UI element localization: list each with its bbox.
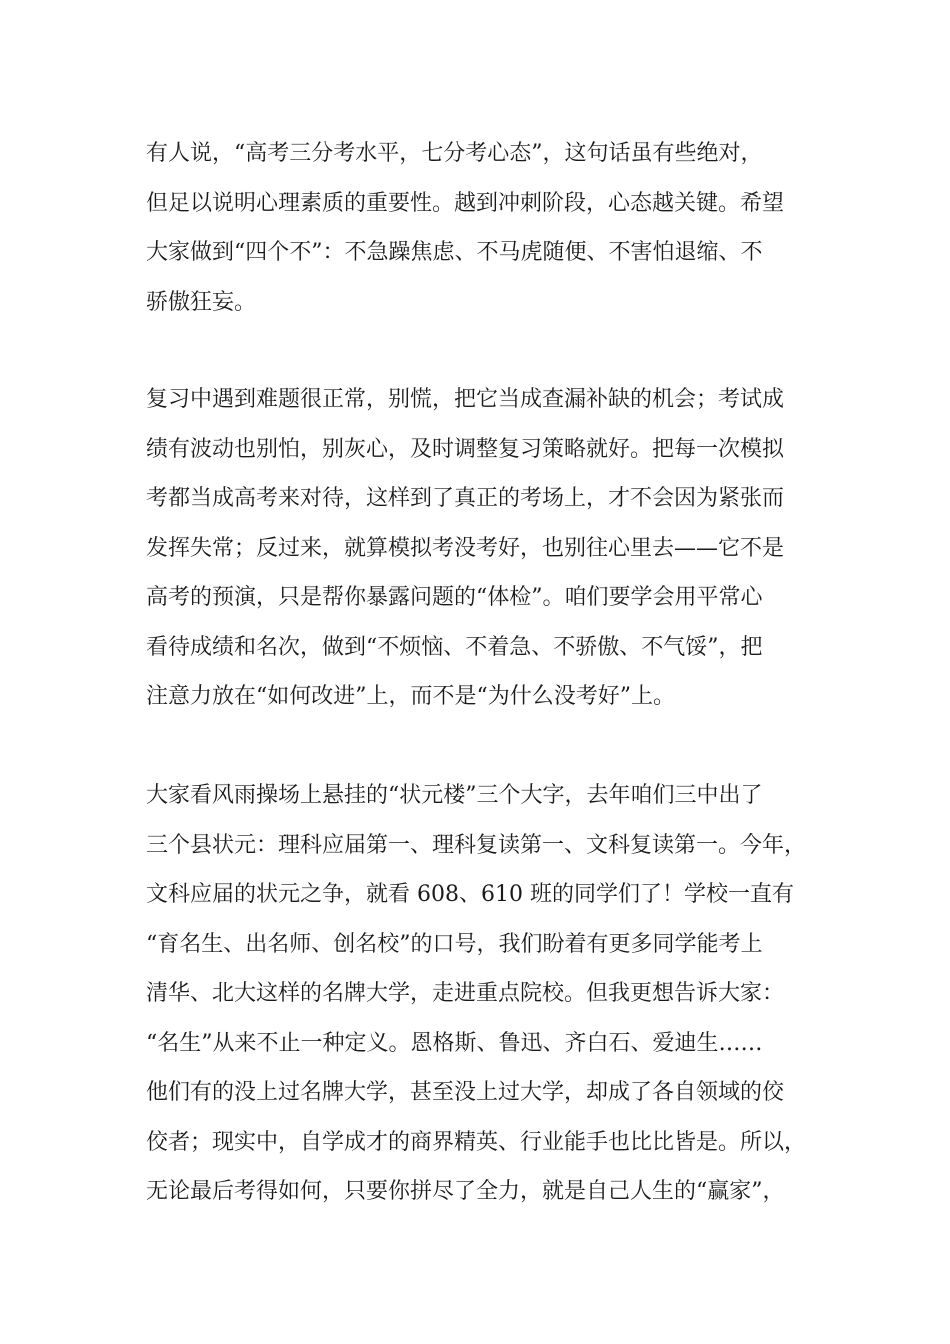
- text-line: 大家看风雨操场上悬挂的“状元楼”三个大字，去年咱们三中出了: [146, 783, 763, 808]
- paragraph-3: [146, 771, 826, 1217]
- text-line: 注意力放在“如何改进”上，而不是“为什么没考好”上。: [146, 684, 675, 709]
- text-line: 文科应届的状元之争，就看 608、610 班的同学们了！学校一直有: [146, 882, 794, 907]
- text-line: 但足以说明心理素质的重要性。越到冲刺阶段，心态越关键。希望: [146, 190, 785, 216]
- text-line: “育名生、出名师、创名校”的口号，我们盼着有更多同学能考上: [146, 931, 763, 957]
- text-line: 有人说，“高考三分考水平，七分考心态”，这句话虽有些绝对，: [146, 141, 763, 166]
- text-line: 发挥失常；反过来，就算模拟考没考好，也别往心里去——它不是: [146, 535, 785, 561]
- text-line: 大家做到“四个不”：不急躁焦虑、不马虎随便、不害怕退缩、不: [146, 240, 763, 265]
- text-line: 高考的预演，只是帮你暴露问题的“体检”。咱们要学会用平常心: [146, 585, 763, 610]
- text-line: 佼者；现实中，自学成才的商界精英、行业能手也比比皆是。所以，: [146, 1129, 807, 1155]
- paragraph-2: [146, 375, 826, 722]
- text-line: 清华、北大这样的名牌大学，走进重点院校。但我更想告诉大家：: [146, 981, 785, 1006]
- text-line: 考都当成高考来对待，这样到了真正的考场上，才不会因为紧张而: [146, 486, 785, 511]
- text-line: 他们有的没上过名牌大学，甚至没上过大学，却成了各自领域的佼: [146, 1080, 785, 1105]
- text-line: 复习中遇到难题很正常，别慌，把它当成查漏补缺的机会；考试成: [146, 387, 785, 412]
- text-line: 骄傲狂妄。: [146, 289, 257, 315]
- text-line: 三个县状元：理科应届第一、理科复读第一、文科复读第一。今年，: [146, 832, 807, 858]
- text-line: 无论最后考得如何，只要你拼尽了全力，就是自己人生的“赢家”，: [146, 1179, 785, 1204]
- text-line: 绩有波动也别怕，别灰心，及时调整复习策略就好。把每一次模拟: [146, 436, 785, 462]
- text-line: 看待成绩和名次，做到“不烦恼、不着急、不骄傲、不气馁”，把: [146, 634, 763, 660]
- paragraph-1: [146, 129, 826, 327]
- text-line: “名生”从来不止一种定义。恩格斯、鲁迅、齐白石、爱迪生……: [146, 1030, 763, 1056]
